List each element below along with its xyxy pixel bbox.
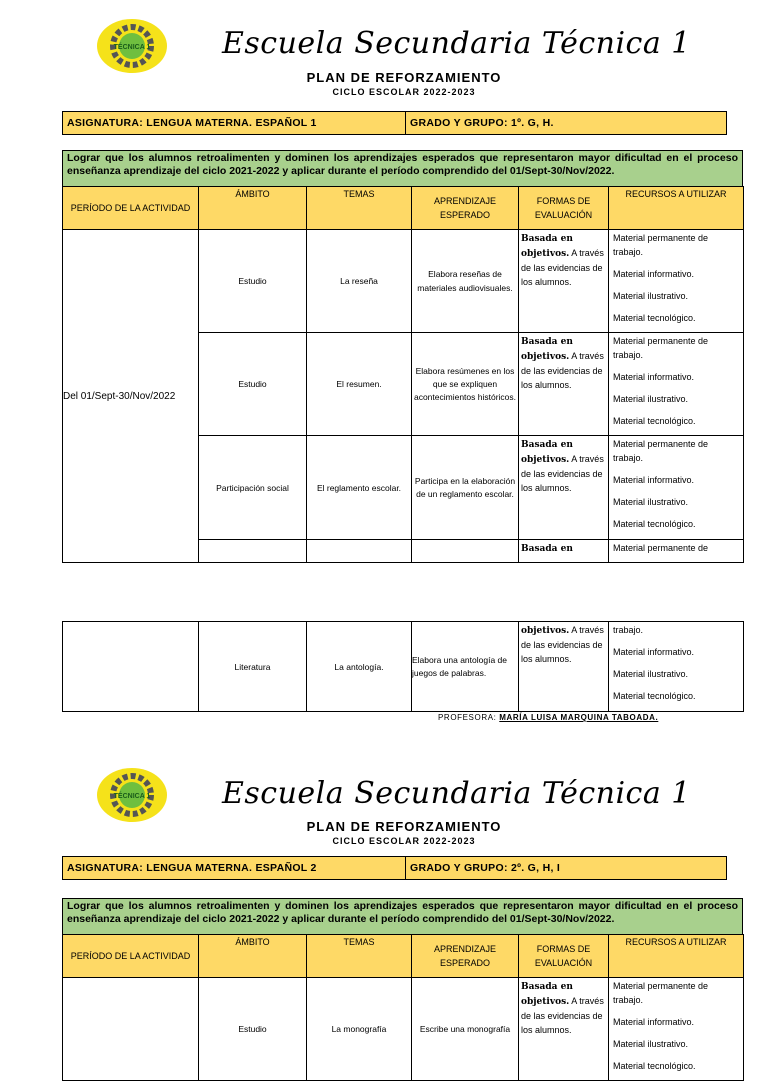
ambito-cell: Literatura — [199, 622, 307, 712]
eval-bold: Basada en objetivos. — [521, 982, 573, 1007]
tema-cell: La antología. — [307, 622, 412, 712]
recurso-item: Material tecnológico. — [613, 313, 696, 323]
eval-bold: Basada en objetivos. — [521, 337, 573, 362]
asignatura-box: ASIGNATURA: LENGUA MATERNA. ESPAÑOL 1 — [62, 111, 406, 135]
profesora-label: PROFESORA: — [438, 713, 500, 722]
header-periodo: PERÍODO DE LA ACTIVIDAD — [63, 187, 199, 230]
header-ambito: ÁMBITO — [199, 187, 307, 230]
recurso-item: Material ilustrativo. — [613, 497, 689, 507]
recurso-item: Material ilustrativo. — [613, 291, 689, 301]
plan-table-2 — [62, 934, 744, 1081]
table-row — [63, 622, 744, 712]
header-formas: FORMAS DE EVALUACIÓN — [519, 187, 609, 230]
recurso-item: Material informativo. — [613, 1017, 695, 1027]
evaluacion-cell — [519, 978, 609, 1081]
recurso-item: Material permanente de trabajo. — [613, 439, 709, 463]
periodo-cell: Del 01/Sept-30/Nov/2022 — [63, 230, 199, 563]
eval-bold: Basada en — [521, 544, 573, 554]
recurso-item: Material permanente de — [613, 543, 709, 553]
recurso-item: Material informativo. — [613, 475, 695, 485]
eval-rest: A través de las evidencias de los alumnos. — [521, 351, 604, 390]
eval-bold: Basada en objetivos. — [521, 234, 573, 259]
recursos-cell — [609, 978, 744, 1081]
tema-cell: El resumen. — [307, 333, 412, 436]
profesora-name: MARÍA LUISA MARQUINA TABOADA. — [499, 713, 659, 722]
profesora-line — [438, 713, 658, 722]
plan-table-1-continued — [62, 621, 744, 712]
header-temas: TEMAS — [307, 935, 412, 978]
recurso-item: Material tecnológico. — [613, 416, 696, 426]
objective-box: Lograr que los alumnos retroalimenten y dominen los aprendizajes esperados que representaron mayor dificultad en el proceso enseñanza aprendizaje del ciclo 2021-2022 y aplicar durante el período comprendido del 01/Sept-30/Nov/2022. — [62, 898, 743, 935]
aprendizaje-cell: Participa en la elaboración de un reglamento escolar. — [412, 436, 519, 540]
eval-bold: objetivos. — [521, 626, 570, 636]
header-periodo: PERÍODO DE LA ACTIVIDAD — [63, 935, 199, 978]
ciclo-escolar: CICLO ESCOLAR 2022-2023 — [332, 87, 476, 97]
plan-title: PLAN DE REFORZAMIENTO — [306, 819, 502, 834]
aprendizaje-cell: Elabora una antología de juegos de palabras. — [412, 622, 519, 712]
aprendizaje-cell: Elabora reseñas de materiales audiovisuales. — [412, 230, 519, 333]
recursos-cell — [609, 622, 744, 712]
evaluacion-cell — [519, 436, 609, 540]
recurso-item: Material permanente de trabajo. — [613, 981, 709, 1005]
ambito-cell: Estudio — [199, 978, 307, 1081]
table-header-row — [63, 935, 744, 978]
school-name: Escuela Secundaria Técnica 1 — [222, 776, 691, 811]
recursos-cell — [609, 436, 744, 540]
evaluacion-cell — [519, 333, 609, 436]
recurso-item: Material permanente de trabajo. — [613, 336, 709, 360]
grado-grupo-box: GRADO Y GRUPO: 2º. G, H, I — [405, 856, 727, 880]
header-formas: FORMAS DE EVALUACIÓN — [519, 935, 609, 978]
table-header-row — [63, 187, 744, 230]
logo-text: TÉCNICA 1 — [113, 44, 151, 51]
header-temas: TEMAS — [307, 187, 412, 230]
recurso-item: Material informativo. — [613, 269, 695, 279]
eval-rest: A través de las evidencias de los alumnos. — [521, 248, 604, 287]
recurso-item: Material informativo. — [613, 647, 695, 657]
recurso-item: Material tecnológico. — [613, 691, 696, 701]
aprendizaje-cell: Escribe una monografía — [412, 978, 519, 1081]
logo-text: TÉCNICA 1 — [113, 793, 151, 800]
school-logo — [96, 767, 168, 823]
table-row — [63, 978, 744, 1081]
recursos-cell — [609, 540, 744, 563]
evaluacion-cell — [519, 540, 609, 563]
header-recursos: RECURSOS A UTILIZAR — [609, 187, 744, 230]
header-recursos: RECURSOS A UTILIZAR — [609, 935, 744, 978]
ciclo-escolar: CICLO ESCOLAR 2022-2023 — [332, 836, 476, 846]
aprendizaje-cell: Elabora resúmenes en los que se expliquen acontecimientos históricos. — [412, 333, 519, 436]
grado-grupo-box: GRADO Y GRUPO: 1º. G, H. — [405, 111, 727, 135]
plan-title: PLAN DE REFORZAMIENTO — [306, 70, 502, 85]
evaluacion-cell — [519, 622, 609, 712]
objective-box: Lograr que los alumnos retroalimenten y dominen los aprendizajes esperados que representaron mayor dificultad en el proceso enseñanza aprendizaje del ciclo 2021-2022 y aplicar durante el período comprendido del 01/Sept-30/Nov/2022. — [62, 150, 743, 187]
recurso-item: Material ilustrativo. — [613, 394, 689, 404]
header-ambito: ÁMBITO — [199, 935, 307, 978]
recurso-item: Material ilustrativo. — [613, 669, 689, 679]
eval-bold: Basada en objetivos. — [521, 440, 573, 465]
recurso-item: Material informativo. — [613, 372, 695, 382]
ambito-cell: Participación social — [199, 436, 307, 540]
recurso-item: Material ilustrativo. — [613, 1039, 689, 1049]
school-logo — [96, 18, 168, 74]
header-aprendizaje: APRENDIZAJE ESPERADO — [412, 187, 519, 230]
tema-cell: La reseña — [307, 230, 412, 333]
recursos-cell — [609, 230, 744, 333]
eval-rest: A través de las evidencias de los alumnos. — [521, 454, 604, 493]
ambito-cell: Estudio — [199, 230, 307, 333]
plan-table-1 — [62, 186, 744, 563]
recurso-item: trabajo. — [613, 625, 644, 635]
recurso-item: Material tecnológico. — [613, 1061, 696, 1071]
recursos-cell — [609, 333, 744, 436]
recurso-item: Material permanente de trabajo. — [613, 233, 709, 257]
tema-cell: La monografía — [307, 978, 412, 1081]
eval-rest: A través de las evidencias de los alumnos. — [521, 625, 604, 664]
header-aprendizaje: APRENDIZAJE ESPERADO — [412, 935, 519, 978]
eval-rest: A través de las evidencias de los alumnos. — [521, 996, 604, 1035]
evaluacion-cell — [519, 230, 609, 333]
school-name: Escuela Secundaria Técnica 1 — [222, 26, 691, 61]
tema-cell: El reglamento escolar. — [307, 436, 412, 540]
recurso-item: Material tecnológico. — [613, 519, 696, 529]
asignatura-box: ASIGNATURA: LENGUA MATERNA. ESPAÑOL 2 — [62, 856, 406, 880]
table-row — [63, 230, 744, 333]
ambito-cell: Estudio — [199, 333, 307, 436]
